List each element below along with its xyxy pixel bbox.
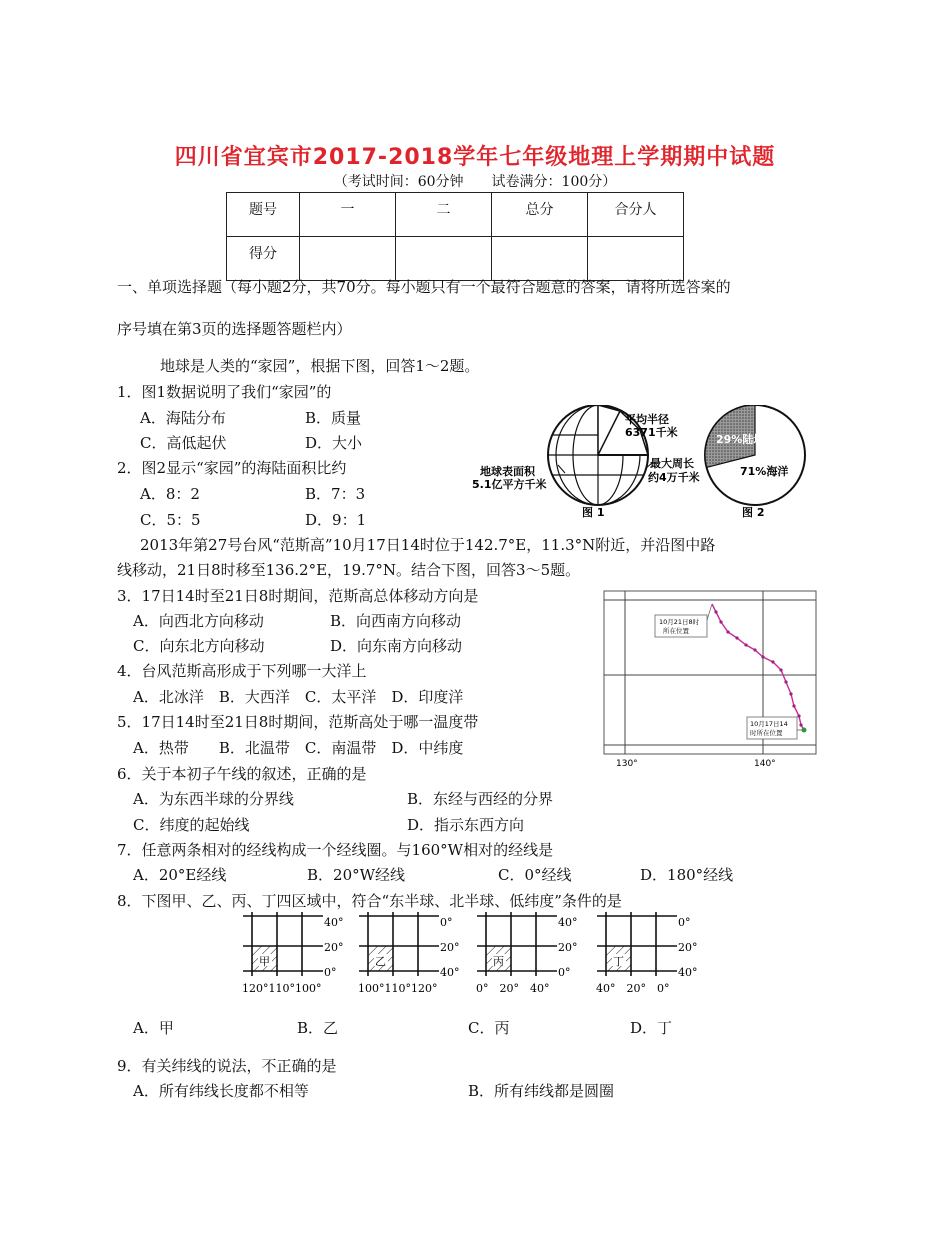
grid-diagram [358, 912, 460, 995]
question-stem: 3．17日14时至21日8时期间，范斯高总体移动方向是 [117, 587, 479, 605]
score-cell[interactable] [492, 237, 588, 281]
label-end-line2: 所在位置 [663, 627, 689, 635]
question-stem: 4．台风范斯高形成于下列哪一大洋上 [117, 662, 367, 680]
option: D．9：1 [305, 511, 367, 529]
latitude-label: 40° [558, 916, 578, 929]
option: D．向东南方向移动 [330, 637, 463, 655]
option: B．乙 [297, 1019, 339, 1037]
label-start-line1: 10月17日14 [750, 720, 788, 728]
latitude-label: 20° [440, 941, 460, 954]
option: A．向西北方向移动 [133, 612, 264, 630]
fig1-area-label: 地球表面积 [480, 465, 535, 478]
option: C．向东北方向移动 [133, 637, 265, 655]
score-cell[interactable] [300, 237, 396, 281]
fig1-radius-value: 6371千米 [625, 426, 678, 439]
option: A．海陆分布 [140, 409, 226, 427]
fig1-area-value: 5.1亿平方千米 [472, 478, 547, 491]
option: A．20°E经线 [133, 866, 227, 884]
latitude-label: 40° [324, 916, 344, 929]
section-heading-cont: 序号填在第3页的选择题答题栏内） [117, 320, 352, 338]
option: A．所有纬线长度都不相等 [133, 1082, 309, 1100]
label-end-line1: 10月21日8时 [659, 618, 700, 626]
score-cell[interactable] [396, 237, 492, 281]
question-stem: 9．有关纬线的说法，不正确的是 [117, 1057, 337, 1075]
grid-diagram [596, 912, 698, 995]
page-title: 四川省宜宾市2017-2018学年七年级地理上学期期中试题 [174, 145, 776, 170]
option: A．甲 [133, 1019, 174, 1037]
score-table [226, 192, 684, 281]
fig1-caption: 图 1 [582, 506, 605, 519]
pie-label-land: 29%陆地 [716, 433, 765, 446]
option: B．20°W经线 [307, 866, 406, 884]
longitude-label-140: 140° [754, 759, 776, 769]
option: C．5：5 [140, 511, 201, 529]
grid-diagram [242, 912, 344, 995]
typhoon-track-map [603, 590, 818, 770]
latitude-label: 20° [558, 941, 578, 954]
latitude-label: 0° [558, 966, 571, 979]
table-header-cell: 一 [300, 193, 396, 237]
longitude-labels: 120°110°100° [242, 982, 322, 995]
fig2-caption: 图 2 [742, 506, 765, 519]
option: B．所有纬线都是圆圈 [468, 1082, 615, 1100]
latitude-label: 40° [678, 966, 698, 979]
figure-1-globe [470, 405, 720, 520]
option: C．丙 [468, 1019, 510, 1037]
table-header-cell: 题号 [227, 193, 300, 237]
longitude-labels: 40° 20° 0° [596, 982, 670, 995]
question-intro: 2013年第27号台风“范斯高”10月17日14时位于142.7°E，11.3°N附近，并沿图中路 [140, 536, 716, 554]
fig1-circ-value: 约4万千米 [648, 471, 700, 484]
region-label: 丙 [493, 955, 504, 968]
option: B．质量 [305, 409, 362, 427]
option: C．纬度的起始线 [133, 816, 250, 834]
option: D．180°经线 [640, 866, 734, 884]
region-label: 丁 [613, 955, 624, 968]
grid-diagram [476, 912, 578, 995]
region-label: 乙 [375, 955, 386, 968]
region-grids [238, 910, 718, 1000]
latitude-label: 40° [440, 966, 460, 979]
option: D．丁 [630, 1019, 673, 1037]
options-line: A．热带 B．北温带 C．南温带 D．中纬度 [133, 739, 464, 757]
question-stem: 5．17日14时至21日8时期间，范斯高处于哪一温度带 [117, 713, 479, 731]
latitude-label: 0° [440, 916, 453, 929]
table-header-cell: 二 [396, 193, 492, 237]
figure-2-pie [700, 405, 815, 520]
table-row-label: 得分 [227, 237, 300, 281]
option: C．0°经线 [498, 866, 572, 884]
longitude-labels: 0° 20° 40° [476, 982, 550, 995]
option: A．8：2 [140, 485, 200, 503]
question-stem: 7．任意两条相对的经线构成一个经线圈。与160°W相对的经线是 [117, 841, 554, 859]
option: D．指示东西方向 [407, 816, 525, 834]
latitude-label: 0° [324, 966, 337, 979]
question-stem: 1．图1数据说明了我们“家园”的 [117, 383, 332, 401]
fig1-circ-label: 最大周长 [650, 457, 694, 470]
question-stem: 8．下图甲、乙、丙、丁四区域中，符合“东半球、北半球、低纬度”条件的是 [117, 892, 622, 910]
option: B．东经与西经的分界 [407, 790, 554, 808]
latitude-label: 0° [678, 916, 691, 929]
pie-label-ocean: 71%海洋 [740, 465, 789, 478]
options-line: A．北冰洋 B．大西洋 C．太平洋 D．印度洋 [133, 688, 464, 706]
table-header-cell: 合分人 [588, 193, 684, 237]
option: C．高低起伏 [140, 434, 227, 452]
question-stem: 2．图2显示“家园”的海陆面积比约 [117, 459, 347, 477]
table-header-cell: 总分 [492, 193, 588, 237]
section-heading: 一、单项选择题（每小题2分，共70分。每小题只有一个最符合题意的答案，请将所选答案的 [117, 278, 731, 296]
score-cell[interactable] [588, 237, 684, 281]
option: B．7：3 [305, 485, 366, 503]
label-start-line2: 时所在位置 [750, 729, 783, 737]
latitude-label: 20° [678, 941, 698, 954]
latitude-label: 20° [324, 941, 344, 954]
question-stem: 6．关于本初子午线的叙述，正确的是 [117, 765, 367, 783]
question-intro: 地球是人类的“家园”，根据下图，回答1～2题。 [160, 357, 480, 375]
fig1-radius-label: 平均半径 [625, 413, 669, 426]
option: D．大小 [305, 434, 363, 452]
longitude-labels: 100°110°120° [358, 982, 438, 995]
question-intro-cont: 线移动，21日8时移至136.2°E，19.7°N。结合下图，回答3～5题。 [117, 561, 581, 579]
longitude-label-130: 130° [616, 759, 638, 769]
option: A．为东西半球的分界线 [133, 790, 294, 808]
region-label: 甲 [259, 955, 270, 968]
option: B．向西南方向移动 [330, 612, 462, 630]
exam-info: （考试时间：60分钟 试卷满分：100分） [333, 174, 617, 190]
